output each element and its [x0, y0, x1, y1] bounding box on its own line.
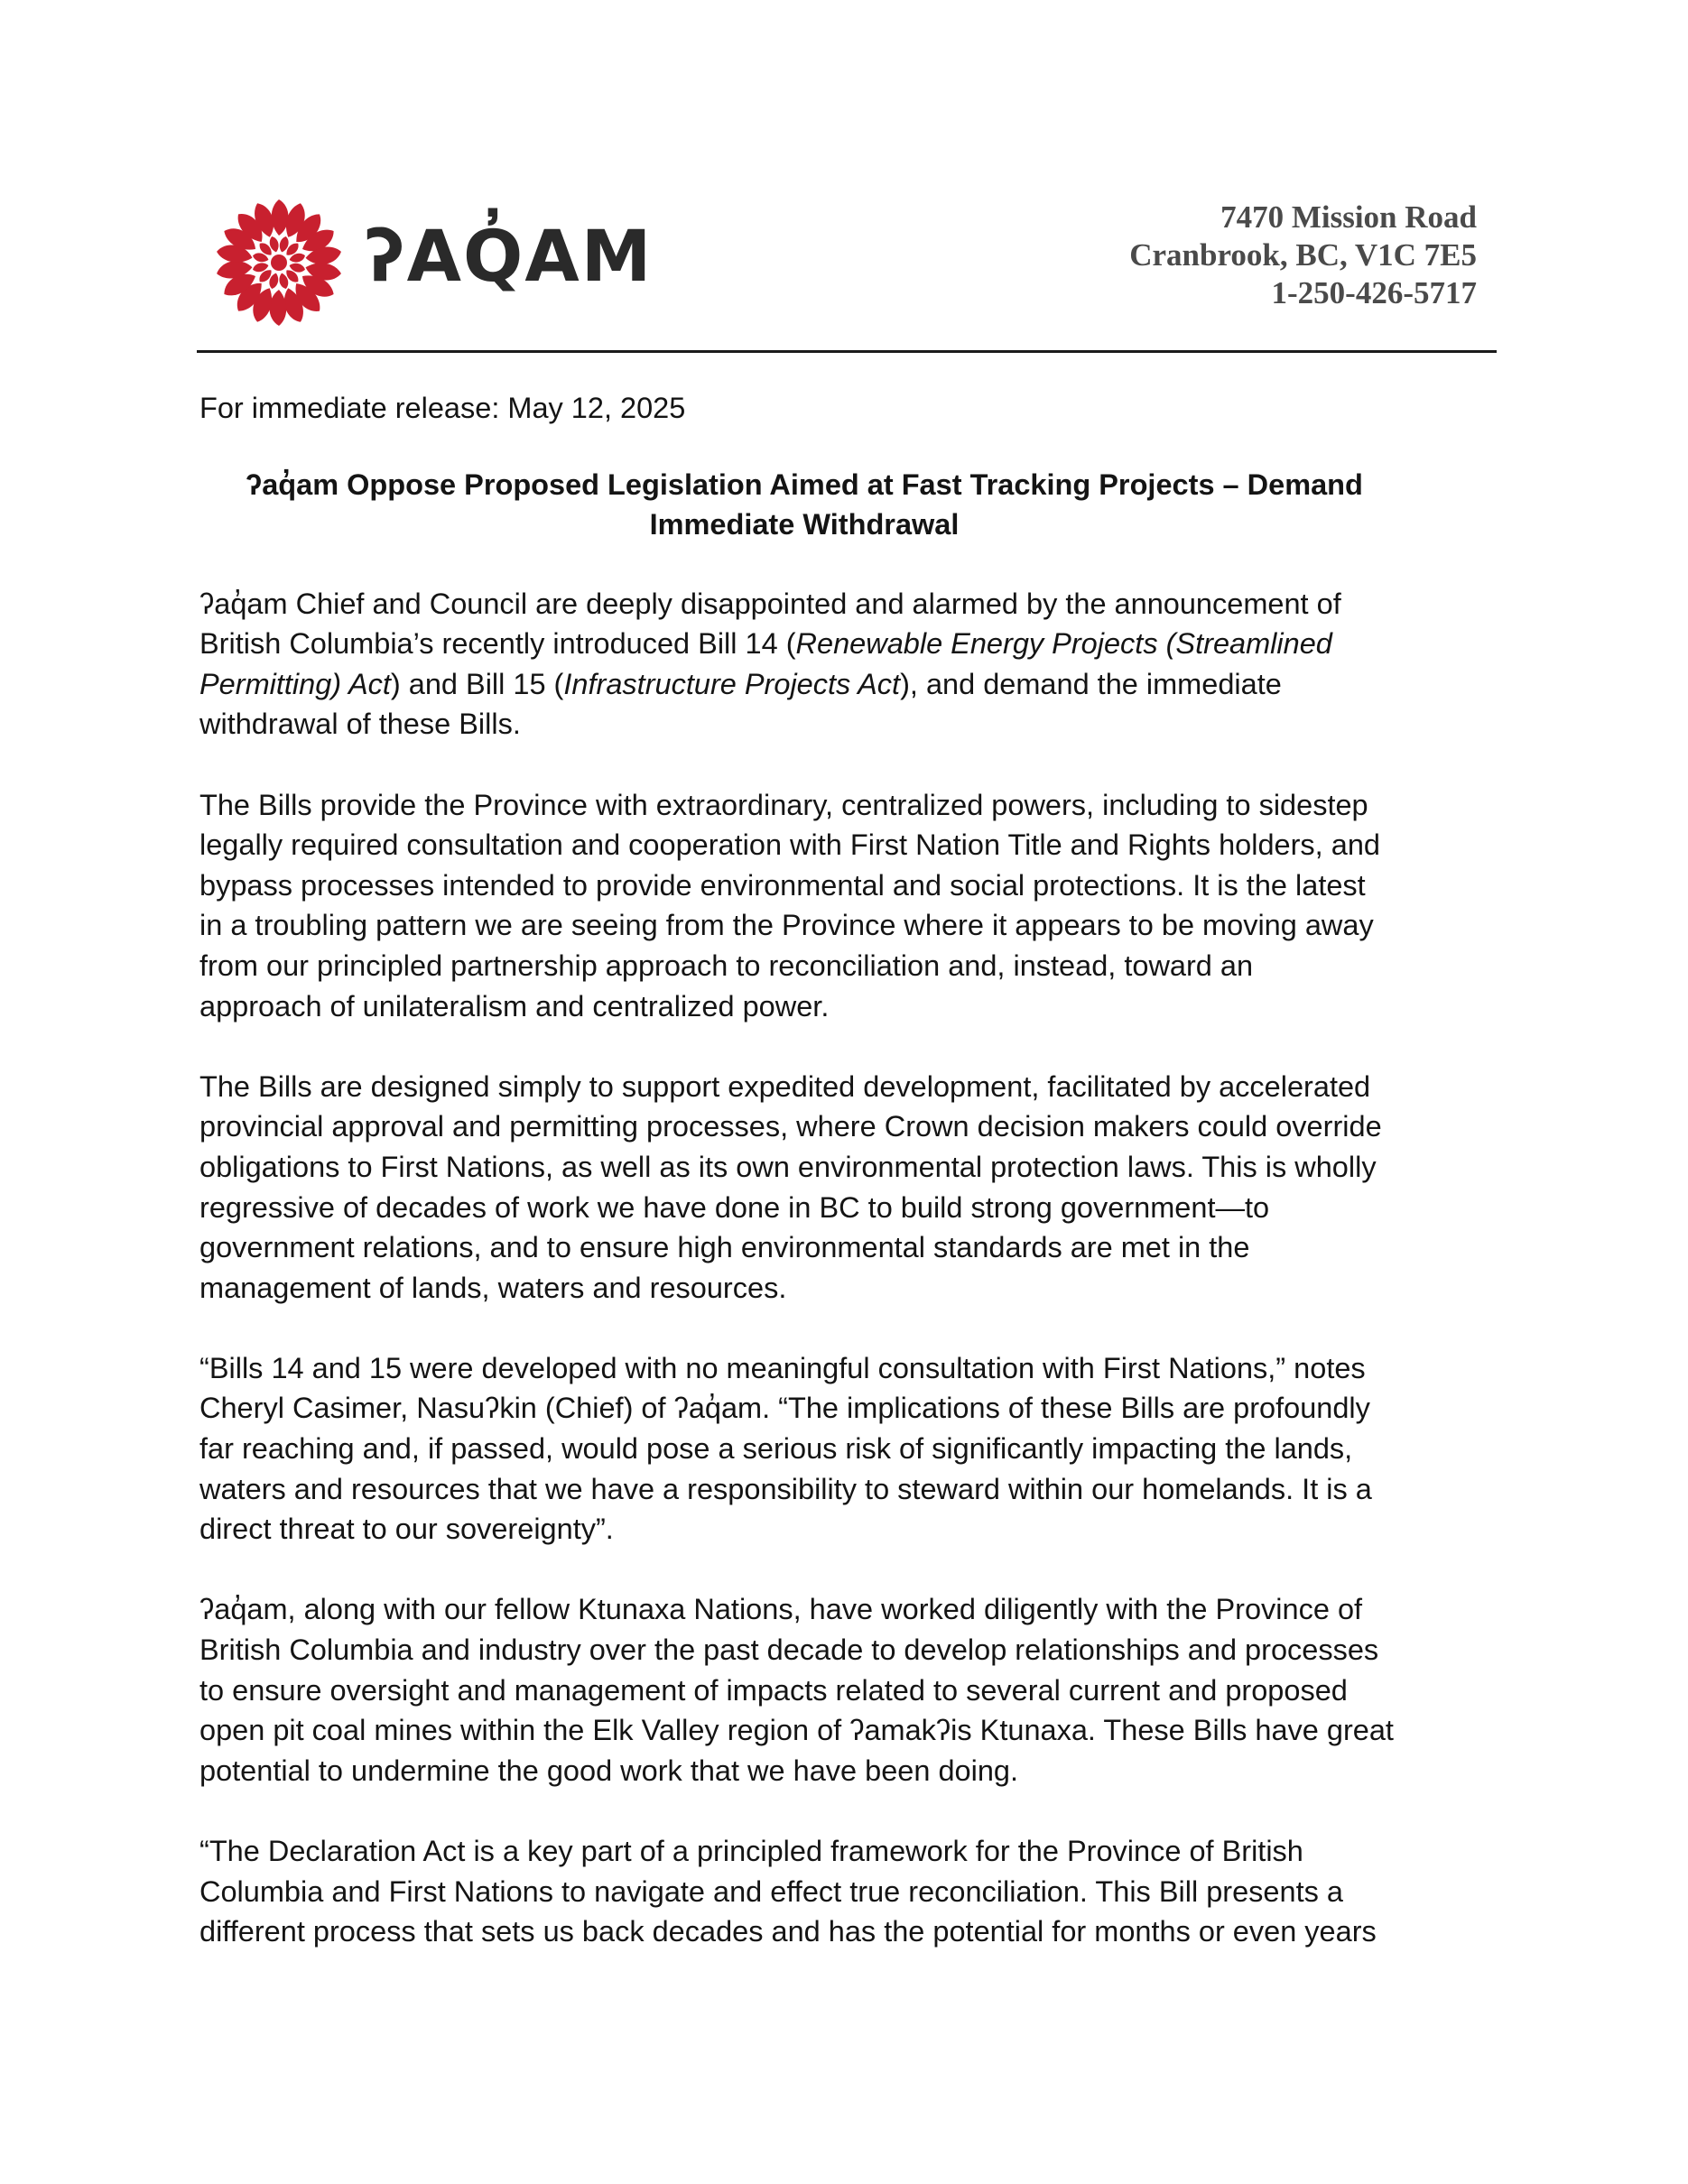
paragraph-6-quote — [199, 1831, 1409, 1952]
text-line: government relations, and to ensure high environmental standards are met in the — [199, 1231, 1250, 1264]
address-city: Cranbrook, BC, V1C 7E5 — [1129, 237, 1477, 273]
text-line: bypass processes intended to provide environmental and social protections. It is the latest — [199, 868, 1366, 902]
text-line: in a troubling pattern we are seeing from the Province where it appears to be moving away — [199, 909, 1374, 942]
text-line: The Bills are designed simply to support expedited development, facilitated by accelerated — [199, 1069, 1371, 1103]
logo-petal — [272, 199, 289, 236]
bill-15-title: Infrastructure Projects Act — [563, 667, 901, 700]
text-run: ) and Bill 15 ( — [390, 667, 564, 700]
text-line: “Bills 14 and 15 were developed with no meaningful consultation with First Nations,” notes — [199, 1351, 1366, 1384]
text-run: ), and demand the immediate — [900, 667, 1282, 700]
text-line: potential to undermine the good work that we have been doing. — [199, 1754, 1019, 1787]
text-line: “The Declaration Act is a key part of a principled framework for the Province of British — [199, 1835, 1303, 1867]
paragraph-2 — [199, 785, 1409, 1027]
text-line: The Bills provide the Province with extraordinary, centralized powers, including to sidestep — [199, 788, 1368, 821]
text-line: British Columbia and industry over the past decade to develop relationships and processes — [199, 1633, 1379, 1667]
flower-logo-icon — [213, 197, 345, 329]
logo-wordmark: ʔAQ̓AM — [365, 217, 654, 298]
text-line: waters and resources that we have a responsibility to steward within our homelands. It is a — [199, 1472, 1372, 1505]
bill-14-title: Renewable Energy Projects (Streamlined — [795, 627, 1332, 661]
address-street: 7470 Mission Road — [1220, 199, 1477, 235]
text-line — [199, 664, 1409, 705]
release-date-line: For immediate release: May 12, 2025 — [199, 392, 686, 424]
headline-line: Immediate Withdrawal — [649, 507, 960, 541]
mailing-address — [1129, 199, 1477, 312]
text-line: Cheryl Casimer, Nasuʔkin (Chief) of ʔaq̓am. “The implications of these Bills are profoundly — [199, 1392, 1370, 1425]
text-line: ʔaq̓am Chief and Council are deeply disappointed and alarmed by the announcement of — [199, 587, 1341, 620]
text-line: open pit coal mines within the Elk Valley region of ʔamakʔis Ktunaxa. These Bills have great — [199, 1714, 1394, 1747]
text-line — [199, 624, 1409, 664]
bill-14-title-cont: Permitting) Act — [199, 667, 391, 700]
text-line: withdrawal of these Bills. — [199, 708, 521, 741]
text-line: management of lands, waters and resources. — [199, 1271, 787, 1304]
text-line: approach of unilateralism and centralized power. — [199, 989, 830, 1023]
press-release-headline — [199, 465, 1409, 544]
address-phone: 1-250-426-5717 — [1271, 275, 1477, 310]
text-line: different process that sets us back decades and has the potential for months or even years — [199, 1915, 1377, 1948]
logo-petal — [270, 290, 287, 326]
text-line: regressive of decades of work we have done in BC to build strong government—to — [199, 1190, 1270, 1224]
text-line: obligations to First Nations, as well as its own environmental protection laws. This is wholly — [199, 1150, 1377, 1183]
press-release-body — [199, 388, 1409, 1992]
text-run: British Columbia’s recently introduced Bill 14 ( — [199, 627, 796, 661]
text-line: from our principled partnership approach to reconciliation and, instead, toward an — [199, 949, 1254, 982]
paragraph-3 — [199, 1067, 1409, 1309]
text-line: ʔaq̓am, along with our fellow Ktunaxa Nations, have worked diligently with the Province of — [199, 1593, 1363, 1626]
text-line: provincial approval and permitting processes, where Crown decision makers could override — [199, 1110, 1382, 1143]
text-line: far reaching and, if passed, would pose a serious risk of significantly impacting the lands, — [199, 1432, 1353, 1466]
header-divider — [197, 350, 1497, 353]
letterhead — [197, 190, 1497, 352]
paragraph-4-quote — [199, 1348, 1409, 1550]
paragraph-5 — [199, 1589, 1409, 1791]
text-line: direct threat to our sovereignty”. — [199, 1513, 614, 1546]
headline-line: ʔaq̓am Oppose Proposed Legislation Aimed at Fast Tracking Projects – Demand — [246, 467, 1363, 501]
text-line: Columbia and First Nations to navigate and effect true reconciliation. This Bill presents a — [199, 1874, 1343, 1908]
paragraph-1 — [199, 584, 1409, 745]
text-line: legally required consultation and cooperation with First Nation Title and Rights holders, and — [199, 828, 1380, 862]
text-line: to ensure oversight and management of impacts related to several current and proposed — [199, 1673, 1348, 1707]
aqam-logo — [213, 197, 664, 332]
